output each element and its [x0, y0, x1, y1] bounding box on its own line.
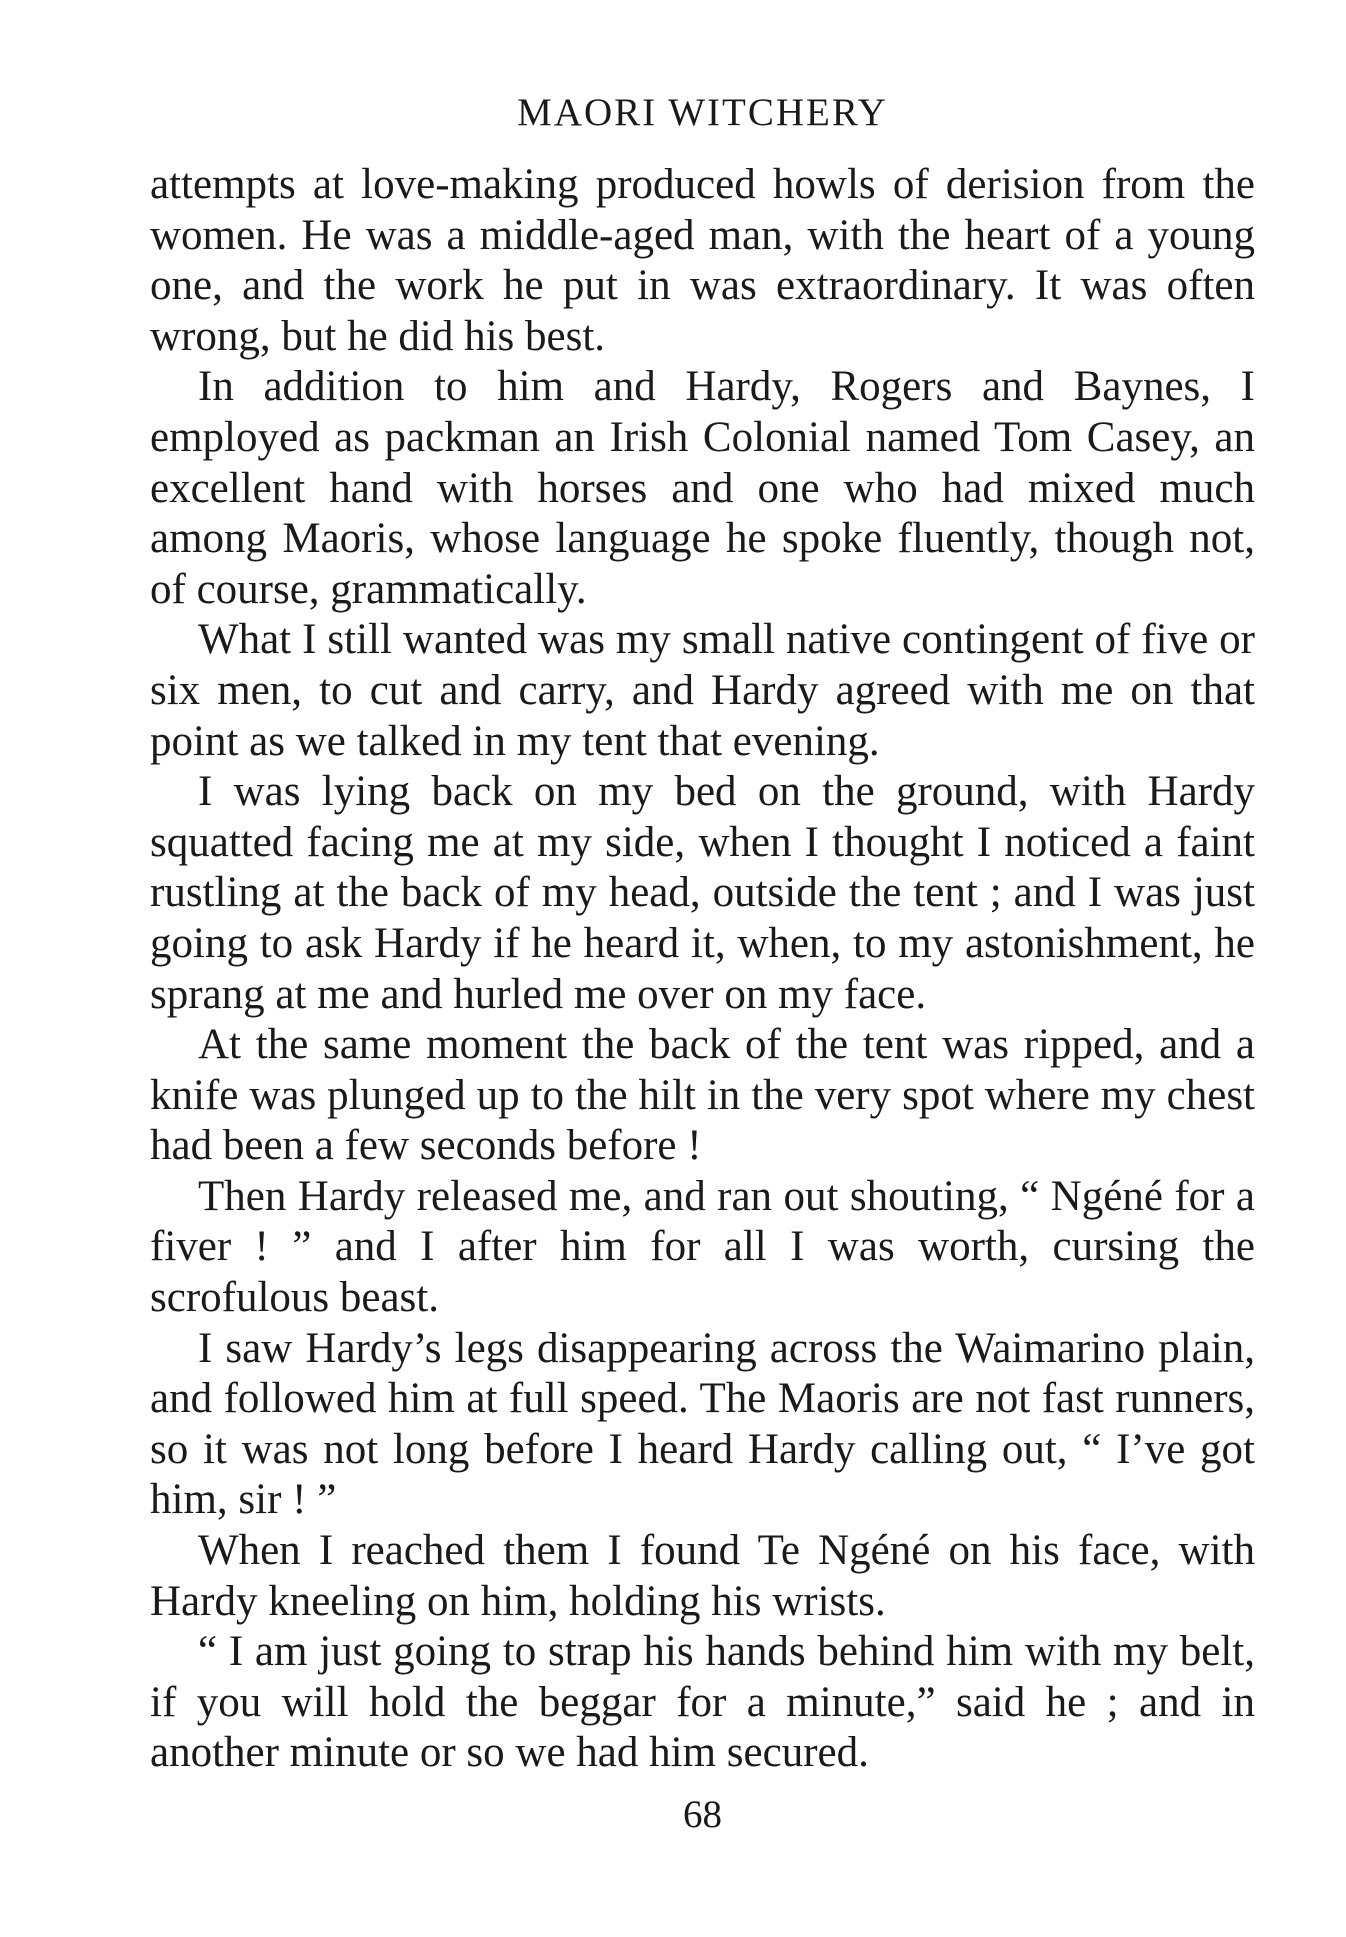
running-title: MAORI WITCHERY [517, 91, 888, 134]
paragraph: When I reached them I found Te Ngéné on his face, with Hardy kneeling on him, holding his wrists. [150, 1527, 1255, 1625]
book-page [150, 0, 1255, 1937]
page-number: 68 [683, 1793, 722, 1836]
paragraph: What I still wanted was my small native contingent of five or six men, to cut and carry, and Hardy agreed with me on that point as we talked in my tent that evening. [150, 616, 1255, 765]
paragraph-continuation: attempts at love-making produced howls of derision from the women. He was a middle-aged man, with the heart of a young one, and the work he put in was extraordinary. It was often wrong, but he did his best. [150, 161, 1255, 360]
paragraph: I saw Hardy’s legs disappearing across the Waimarino plain, and followed him at full speed. The Maoris are not fast runners, so it was not long before I heard Hardy calling out, “ I’ve got him, sir ! ” [150, 1324, 1255, 1524]
paragraph: In addition to him and Hardy, Rogers and Baynes, I employed as packman an Irish Colonial named Tom Casey, an excellent hand with horses and one who had mixed much among Maoris, whose language he spoke fluently, though not, of course, grammatically. [150, 363, 1255, 613]
paragraph: I was lying back on my bed on the ground, with Hardy squatted facing me at my side, when I thought I noticed a faint rustling at the back of my head, outside the tent ; and I was just going to ask Hardy if he heard it, when, to my astonishment, he sprang at me and hurled me over on my face. [150, 768, 1255, 1018]
paragraph: “ I am just going to strap his hands behind him with my belt, if you will hold the beggar for a minute,” said he ; and in another minute or so we had him secured. [150, 1628, 1255, 1777]
body-text [150, 160, 1255, 1779]
paragraph: Then Hardy released me, and ran out shouting, “ Ngéné for a fiver ! ” and I after him for all I was worth, cursing the scrofulous beast. [150, 1172, 1255, 1322]
paragraph: At the same moment the back of the tent was ripped, and a knife was plunged up to the hilt in the very spot where my chest had been a few seconds before ! [150, 1021, 1255, 1170]
